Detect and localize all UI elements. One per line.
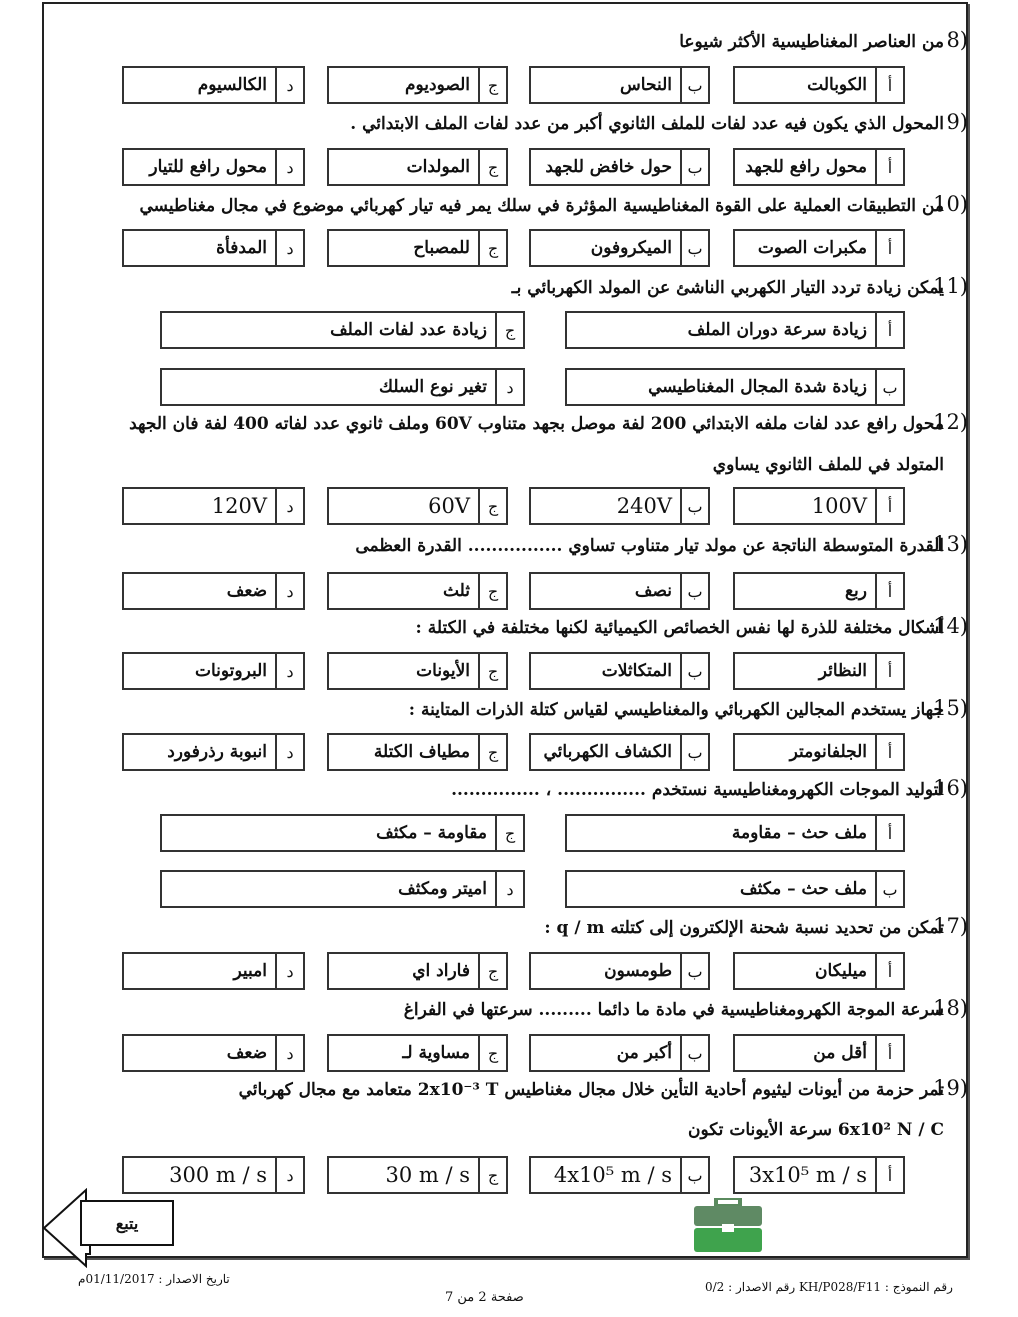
option-letter: أ — [875, 574, 903, 608]
option-text: ضعف — [226, 581, 267, 601]
question-number: 10) — [933, 192, 968, 216]
answer-option[interactable] — [327, 652, 508, 690]
answer-option[interactable] — [529, 1034, 710, 1072]
question-number: 16) — [933, 776, 968, 800]
option-text: مطياف الكتلة — [373, 742, 470, 762]
option-text: 100V — [811, 494, 867, 518]
question-text: لتوليد الموجات الكهرومغناطيسية نستخدم ............... ، ............... — [451, 780, 944, 800]
answer-option[interactable] — [529, 66, 710, 104]
answer-option[interactable] — [529, 572, 710, 610]
option-text: 3x10⁵ m / s — [748, 1163, 867, 1187]
option-text: تغير نوع السلك — [379, 377, 487, 397]
option-letter: د — [275, 735, 303, 769]
option-letter: ب — [875, 872, 903, 906]
option-letter: أ — [875, 816, 903, 850]
option-text: ملف حث – مكثف — [739, 879, 867, 899]
option-text: مقاومة – مكثف — [376, 823, 487, 843]
option-text: أكبر من — [616, 1043, 672, 1063]
answer-option[interactable] — [122, 572, 305, 610]
briefcase-icon — [694, 1198, 762, 1252]
option-text: محول رافع للجهد — [745, 157, 867, 177]
question-number: 12) — [933, 410, 968, 434]
answer-option[interactable] — [327, 572, 508, 610]
answer-option[interactable] — [565, 814, 905, 852]
option-letter: د — [275, 150, 303, 184]
option-letter: ج — [495, 313, 523, 347]
answer-option[interactable] — [160, 311, 525, 349]
option-text: 30 m / s — [385, 1163, 470, 1187]
question-number: 9) — [946, 110, 968, 134]
option-text: انبوبة رذرفورد — [167, 742, 267, 762]
option-text: الأيونات — [416, 661, 470, 681]
answer-option[interactable] — [733, 1034, 905, 1072]
question-number: 18) — [933, 996, 968, 1020]
option-letter: أ — [875, 313, 903, 347]
option-letter: أ — [875, 489, 903, 523]
option-letter: ب — [680, 150, 708, 184]
answer-option[interactable] — [733, 952, 905, 990]
answer-option[interactable] — [327, 229, 508, 267]
option-letter: أ — [875, 231, 903, 265]
option-text: 240V — [616, 494, 672, 518]
answer-option[interactable] — [733, 733, 905, 771]
question-number: 14) — [933, 614, 968, 638]
option-letter: ب — [680, 654, 708, 688]
option-letter: ج — [478, 1158, 506, 1192]
option-text: النظائر — [818, 661, 867, 681]
option-text: ثلث — [442, 581, 470, 601]
question-text: القدرة المتوسطة الناتجة عن مولد تيار متناوب تساوي ................ القدرة العظمى — [355, 536, 944, 556]
option-letter: أ — [875, 654, 903, 688]
answer-option[interactable] — [733, 66, 905, 104]
option-text: الكشاف الكهربائي — [543, 742, 672, 762]
question-text: من التطبيقات العملية على القوة المغناطيسية المؤثرة في سلك يمر فيه تيار كهربائي موضوع في مجال مغناطيسي — [139, 196, 944, 216]
question-text: محول رافع عدد لفات ملفه الابتدائي 200 لفة موصل بجهد متناوب 60V وملف ثانوي عدد لفاته 400 لفة فان الجهد — [129, 414, 944, 434]
answer-option[interactable] — [122, 652, 305, 690]
option-text: الكالسيوم — [197, 75, 267, 95]
option-letter: ب — [680, 1036, 708, 1070]
question-number: 19) — [933, 1076, 968, 1100]
answer-option[interactable] — [733, 572, 905, 610]
issue-date: تاريخ الاصدار : 01/11/2017م — [78, 1272, 230, 1286]
option-letter: ب — [680, 231, 708, 265]
form-code: رقم النموذج : KH/P028/F11 رقم الاصدار : 0/2 — [705, 1280, 953, 1294]
option-letter: ج — [478, 68, 506, 102]
question-text: من العناصر المغناطيسية الأكثر شيوعا — [679, 32, 944, 52]
option-letter: ب — [680, 1158, 708, 1192]
question-text: أشكال مختلفة للذرة لها نفس الخصائص الكيميائية لكنها مختلفة في الكتلة : — [415, 618, 944, 638]
answer-option[interactable] — [122, 148, 305, 186]
answer-option[interactable] — [529, 952, 710, 990]
answer-option[interactable] — [733, 148, 905, 186]
option-text: الجلفانومتر — [789, 742, 867, 762]
option-text: ملف حث – مقاومة — [731, 823, 867, 843]
question-text: تمر حزمة من أيونات ليثيوم أحادية التأين خلال مجال مغناطيس 2x10⁻³ T متعامد مع مجال كهربائي — [238, 1080, 944, 1100]
option-letter: ج — [478, 654, 506, 688]
option-text: النحاس — [620, 75, 672, 95]
option-text: اميتر ومكثف — [398, 879, 487, 899]
option-text: مساوية لـ — [402, 1043, 470, 1063]
answer-option[interactable] — [565, 311, 905, 349]
option-letter: أ — [875, 150, 903, 184]
option-letter: ج — [478, 231, 506, 265]
answer-option[interactable] — [160, 368, 525, 406]
option-letter: د — [275, 68, 303, 102]
question-text: المتولد في للملف الثانوي يساوي — [712, 455, 944, 475]
option-text: ربع — [845, 581, 867, 601]
question-text: سرعة الموجة الكهرومغناطيسية في مادة ما دائما ......... سرعتها في الفراغ — [403, 1000, 944, 1020]
option-text: نصف — [634, 581, 672, 601]
answer-option[interactable] — [122, 1156, 305, 1194]
answer-option[interactable] — [529, 1156, 710, 1194]
answer-option[interactable] — [529, 652, 710, 690]
answer-option[interactable] — [122, 487, 305, 525]
option-letter: ج — [478, 1036, 506, 1070]
question-text: 6x10² N / C سرعة الأيونات تكون — [688, 1120, 944, 1140]
option-letter: ج — [478, 574, 506, 608]
answer-option[interactable] — [122, 66, 305, 104]
option-letter: د — [495, 872, 523, 906]
option-text: البروتونات — [194, 661, 267, 681]
option-letter: أ — [875, 735, 903, 769]
answer-option[interactable] — [327, 1034, 508, 1072]
option-letter: أ — [875, 1036, 903, 1070]
option-letter: ج — [478, 954, 506, 988]
question-text: المحول الذي يكون فيه عدد لفات للملف الثانوي أكبر من عدد لفات الملف الابتدائي . — [350, 114, 944, 134]
page-number: صفحة 2 من 7 — [445, 1290, 524, 1305]
option-text: حول خافض للجهد — [545, 157, 672, 177]
option-letter: ب — [680, 574, 708, 608]
answer-option[interactable] — [733, 229, 905, 267]
answer-option[interactable] — [122, 952, 305, 990]
option-letter: ب — [680, 954, 708, 988]
answer-option[interactable] — [529, 229, 710, 267]
answer-option[interactable] — [327, 733, 508, 771]
question-text: جهاز يستخدم المجالين الكهربائي والمغناطيسي لقياس كتلة الذرات المتاينة : — [408, 700, 944, 720]
answer-option[interactable] — [327, 66, 508, 104]
option-text: 300 m / s — [169, 1163, 267, 1187]
option-letter: د — [495, 370, 523, 404]
option-text: زيادة سرعة دوران الملف — [687, 320, 867, 340]
option-letter: أ — [875, 954, 903, 988]
option-letter: د — [275, 654, 303, 688]
option-text: ميليكان — [814, 961, 867, 981]
question-number: 11) — [933, 274, 968, 298]
answer-option[interactable] — [733, 487, 905, 525]
answer-option[interactable] — [160, 870, 525, 908]
option-text: زيادة عدد لفات الملف — [330, 320, 487, 340]
option-letter: أ — [875, 1158, 903, 1192]
option-letter: ج — [495, 816, 523, 850]
answer-option[interactable] — [327, 952, 508, 990]
answer-option[interactable] — [565, 368, 905, 406]
option-letter: ج — [478, 735, 506, 769]
answer-option[interactable] — [122, 733, 305, 771]
answer-option[interactable] — [160, 814, 525, 852]
option-text: 120V — [211, 494, 267, 518]
option-text: الصوديوم — [404, 75, 470, 95]
option-letter: ب — [680, 68, 708, 102]
option-text: ضعف — [226, 1043, 267, 1063]
answer-option[interactable] — [122, 1034, 305, 1072]
option-text: فاراد اي — [412, 961, 470, 981]
option-letter: أ — [875, 68, 903, 102]
option-text: 4x10⁵ m / s — [553, 1163, 672, 1187]
option-letter: د — [275, 489, 303, 523]
option-text: المتكاثلات — [601, 661, 672, 681]
option-letter: ج — [478, 150, 506, 184]
answer-option[interactable] — [529, 487, 710, 525]
question-text: تمكن من تحديد نسبة شحنة الإلكترون إلى كتلته q / m : — [544, 918, 944, 938]
question-number: 17) — [933, 914, 968, 938]
option-text: مكبرات الصوت — [757, 238, 867, 258]
answer-option[interactable] — [565, 870, 905, 908]
answer-option[interactable] — [529, 148, 710, 186]
option-letter: ج — [478, 489, 506, 523]
option-text: للمصباح — [413, 238, 470, 258]
option-letter: ب — [875, 370, 903, 404]
option-text: الكوبالت — [807, 75, 867, 95]
option-text: امبير — [233, 961, 267, 981]
option-text: الميكروفون — [590, 238, 672, 258]
question-number: 8) — [946, 28, 968, 52]
option-letter: د — [275, 1036, 303, 1070]
option-text: أقل من — [813, 1043, 867, 1063]
option-text: 60V — [428, 494, 470, 518]
option-text: طومسون — [604, 961, 672, 981]
answer-option[interactable] — [733, 1156, 905, 1194]
question-number: 13) — [933, 532, 968, 556]
option-text: زيادة شدة المجال المغناطيسي — [648, 377, 867, 397]
answer-option[interactable] — [529, 733, 710, 771]
answer-option[interactable] — [327, 487, 508, 525]
answer-option[interactable] — [122, 229, 305, 267]
option-letter: ب — [680, 735, 708, 769]
option-letter: د — [275, 574, 303, 608]
answer-option[interactable] — [327, 1156, 508, 1194]
option-text: محول رافع للتيار — [149, 157, 267, 177]
continue-label: يتبع — [80, 1200, 174, 1246]
option-text: المولدات — [406, 157, 470, 177]
answer-option[interactable] — [733, 652, 905, 690]
option-letter: د — [275, 1158, 303, 1192]
question-text: يمكن زيادة تردد التيار الكهربي الناشئ عن المولد الكهربائي بـ — [511, 278, 944, 298]
option-letter: د — [275, 954, 303, 988]
option-letter: ب — [680, 489, 708, 523]
option-text: المدفأة — [216, 238, 267, 258]
question-number: 15) — [933, 696, 968, 720]
answer-option[interactable] — [327, 148, 508, 186]
option-letter: د — [275, 231, 303, 265]
